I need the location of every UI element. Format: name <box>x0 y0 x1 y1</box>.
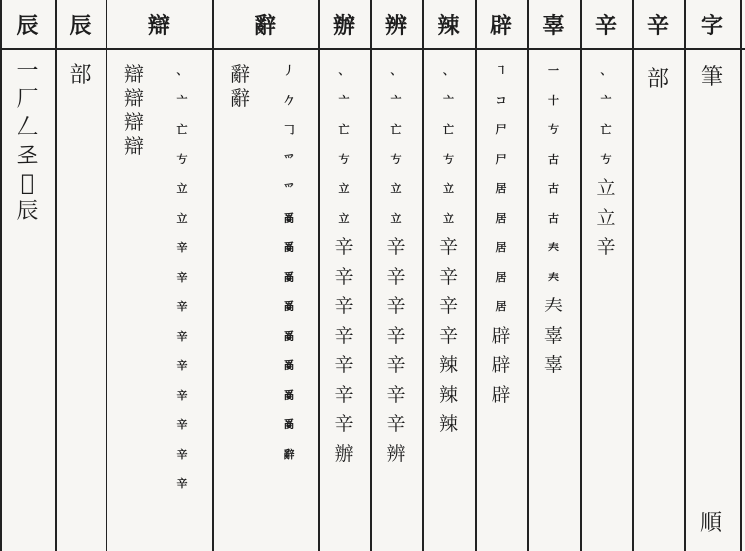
header-la: 辣 <box>437 12 460 39</box>
ci-stroke-column <box>264 56 314 469</box>
chen-bu-column <box>55 62 106 90</box>
bihua-label: 筆 <box>700 65 723 90</box>
family-char: 辯 <box>124 134 144 158</box>
stroke-step: 爫 <box>283 182 295 195</box>
stroke-step: 𠀁 <box>176 152 188 166</box>
bu-label: 部 <box>69 63 92 88</box>
stroke-step: 𤔔 <box>283 388 295 402</box>
stroke-step: 居 <box>495 241 507 254</box>
stroke-step: 立 <box>176 182 188 195</box>
stroke-step: 辛 <box>176 447 188 461</box>
stroke-step: 爫 <box>283 152 295 166</box>
stroke-step: 居 <box>495 300 507 313</box>
header-xin: 辛 <box>594 12 617 39</box>
stroke-step: 尸 <box>495 152 507 166</box>
chen-stroke-column <box>0 58 55 226</box>
stroke-step: 尸 <box>495 123 507 136</box>
stroke-step: 𤔔 <box>283 241 295 254</box>
ban-stroke-column <box>318 56 370 469</box>
header-bi: 辟 <box>489 12 512 39</box>
header-chen-radical: 辰 <box>16 12 39 39</box>
stroke-step: 辜 <box>543 354 563 376</box>
stroke-step: 辛 <box>386 324 406 347</box>
stroke-step: 辛 <box>438 295 458 317</box>
stroke-step: 辛 <box>596 236 616 258</box>
stroke-step: 辛 <box>386 236 406 258</box>
header-gu: 辜 <box>542 12 565 39</box>
bian-b-stroke-column <box>370 56 422 469</box>
stroke-step: 辣 <box>438 383 458 406</box>
stroke-step: 古 <box>548 182 559 195</box>
xin-stroke-column <box>580 56 632 263</box>
stroke-step: 辭 <box>283 447 295 461</box>
stroke-step: 𠀁 <box>338 152 350 166</box>
header-chen-bu: 辰 <box>69 12 92 39</box>
stroke-step: 辛 <box>176 241 188 254</box>
header-ci: 辭 <box>253 12 276 39</box>
stroke-step: 𤔔 <box>283 211 295 225</box>
stroke-step: 亡 <box>176 123 188 136</box>
stroke-step: 𡗗 <box>548 241 559 254</box>
stroke-step: 古 <box>548 152 559 166</box>
stroke-step: 古 <box>548 211 559 225</box>
stroke-step: 亠 <box>338 93 350 107</box>
stroke-step: 辛 <box>334 383 354 406</box>
stroke-step: 辨 <box>386 442 406 465</box>
col-rule-4 <box>212 0 214 551</box>
header-zi: 字 <box>700 12 723 39</box>
stroke-step: 、 <box>390 64 402 77</box>
col-rule-13 <box>740 0 742 551</box>
stroke-step: 立 <box>338 211 350 225</box>
stroke-step: 立 <box>338 182 350 195</box>
stroke-step: 居 <box>495 211 507 225</box>
header-bian-b: 辨 <box>384 12 407 39</box>
stroke-step: 𠀁 <box>443 152 454 166</box>
family-char: 辭 <box>230 62 250 86</box>
la-stroke-column <box>422 56 475 440</box>
zi-column <box>684 64 740 92</box>
stroke-step: 居 <box>495 270 507 284</box>
stroke-step: 立 <box>443 182 454 195</box>
stroke-step: 辛 <box>176 329 188 343</box>
stroke-step: 𡗗 <box>548 270 559 284</box>
stroke-step: 辛 <box>438 236 458 258</box>
stroke-step: 亡 <box>600 123 612 136</box>
stroke-step: 𡗗 <box>543 295 563 317</box>
bu-label: 部 <box>646 67 669 92</box>
stroke-step: 𠃌 <box>283 123 295 136</box>
stroke-step: 立 <box>443 211 454 225</box>
stroke-step: 、 <box>443 64 454 77</box>
stroke-step: 立 <box>176 211 188 225</box>
stroke-step: 𠃋 <box>16 115 39 140</box>
stroke-step: 辜 <box>543 324 563 347</box>
stroke-step: 辛 <box>176 418 188 431</box>
bian-a-stroke-column <box>158 56 206 499</box>
stroke-step: 辛 <box>386 265 406 288</box>
stroke-step: 𠀁 <box>600 152 612 166</box>
stroke-step: 𤔔 <box>283 270 295 284</box>
stroke-step: 辛 <box>386 413 406 435</box>
stroke-step: 𡰳 <box>20 171 35 196</box>
stroke-step: 辟 <box>491 324 511 347</box>
stroke-step: 居 <box>495 182 507 195</box>
bi-stroke-column <box>475 56 527 410</box>
stroke-step: コ <box>495 93 507 107</box>
stroke-step: 十 <box>548 93 559 107</box>
stroke-step: 辛 <box>176 359 188 372</box>
stroke-step: 丿 <box>283 64 295 77</box>
stroke-step: 𢀖 <box>16 143 39 168</box>
stroke-step: 一 <box>548 64 559 77</box>
stroke-step: 辛 <box>176 388 188 402</box>
stroke-step: 亡 <box>338 123 350 136</box>
stroke-step: 辟 <box>491 354 511 376</box>
stroke-step: 辛 <box>176 300 188 313</box>
header-xin-bu: 辛 <box>646 12 669 39</box>
stroke-step: 辛 <box>334 265 354 288</box>
stroke-step: 𤔔 <box>283 329 295 343</box>
ci-family-column <box>216 62 264 110</box>
stroke-step: 辛 <box>386 354 406 376</box>
bian-a-family-column <box>110 62 158 158</box>
stroke-step: 𤔔 <box>283 300 295 313</box>
xin-bu-column <box>632 66 684 94</box>
stroke-step: 辛 <box>438 265 458 288</box>
stroke-step: 辛 <box>334 236 354 258</box>
family-char: 辯 <box>124 110 144 134</box>
stroke-step: 、 <box>176 64 188 77</box>
header-ban: 辦 <box>332 12 355 39</box>
stroke-step: 、 <box>338 64 350 77</box>
stroke-step: 辛 <box>176 270 188 284</box>
stroke-step: 辛 <box>334 324 354 347</box>
stroke-step: 立 <box>390 182 402 195</box>
stroke-step: 亠 <box>443 93 454 107</box>
family-char: 辭 <box>230 86 250 110</box>
stroke-step: 、 <box>600 64 612 77</box>
stroke-step: 辟 <box>491 383 511 406</box>
stroke-step: 亠 <box>600 93 612 107</box>
stroke-step: 一 <box>16 59 39 84</box>
stroke-step: 辛 <box>386 295 406 317</box>
stroke-step: 立 <box>390 211 402 225</box>
col-rule-3 <box>106 0 107 551</box>
stroke-step: 𤔔 <box>283 359 295 372</box>
stroke-step: 辣 <box>438 354 458 376</box>
stroke-step: 𤔔 <box>283 418 295 431</box>
shun-label: 順 <box>700 511 723 536</box>
stroke-step: 辣 <box>438 413 458 435</box>
stroke-step: ㇕ <box>495 64 507 77</box>
stroke-step: 𠂊 <box>283 93 295 107</box>
stroke-step: 亠 <box>390 93 402 107</box>
stroke-step: 亡 <box>390 123 402 136</box>
stroke-step: 辰 <box>16 199 39 224</box>
stroke-step: 辛 <box>334 295 354 317</box>
family-char: 辯 <box>124 86 144 110</box>
stroke-step: 辛 <box>334 413 354 435</box>
stroke-step: 辦 <box>334 442 354 465</box>
stroke-step: 立 <box>596 177 616 199</box>
stroke-step: 辛 <box>334 354 354 376</box>
stroke-step: 辛 <box>438 324 458 347</box>
stroke-step: 亠 <box>176 93 188 107</box>
stroke-step: 辛 <box>176 477 188 490</box>
header-bian-a: 辯 <box>147 12 170 39</box>
gu-stroke-column <box>527 56 580 381</box>
stroke-step: 厂 <box>16 87 39 112</box>
stroke-step: 𠀁 <box>390 152 402 166</box>
stroke-step: 立 <box>596 206 616 229</box>
stroke-step: 𠀁 <box>548 123 559 136</box>
family-char: 辯 <box>124 62 144 86</box>
stroke-step: 辛 <box>386 383 406 406</box>
stroke-step: 亡 <box>443 123 454 136</box>
